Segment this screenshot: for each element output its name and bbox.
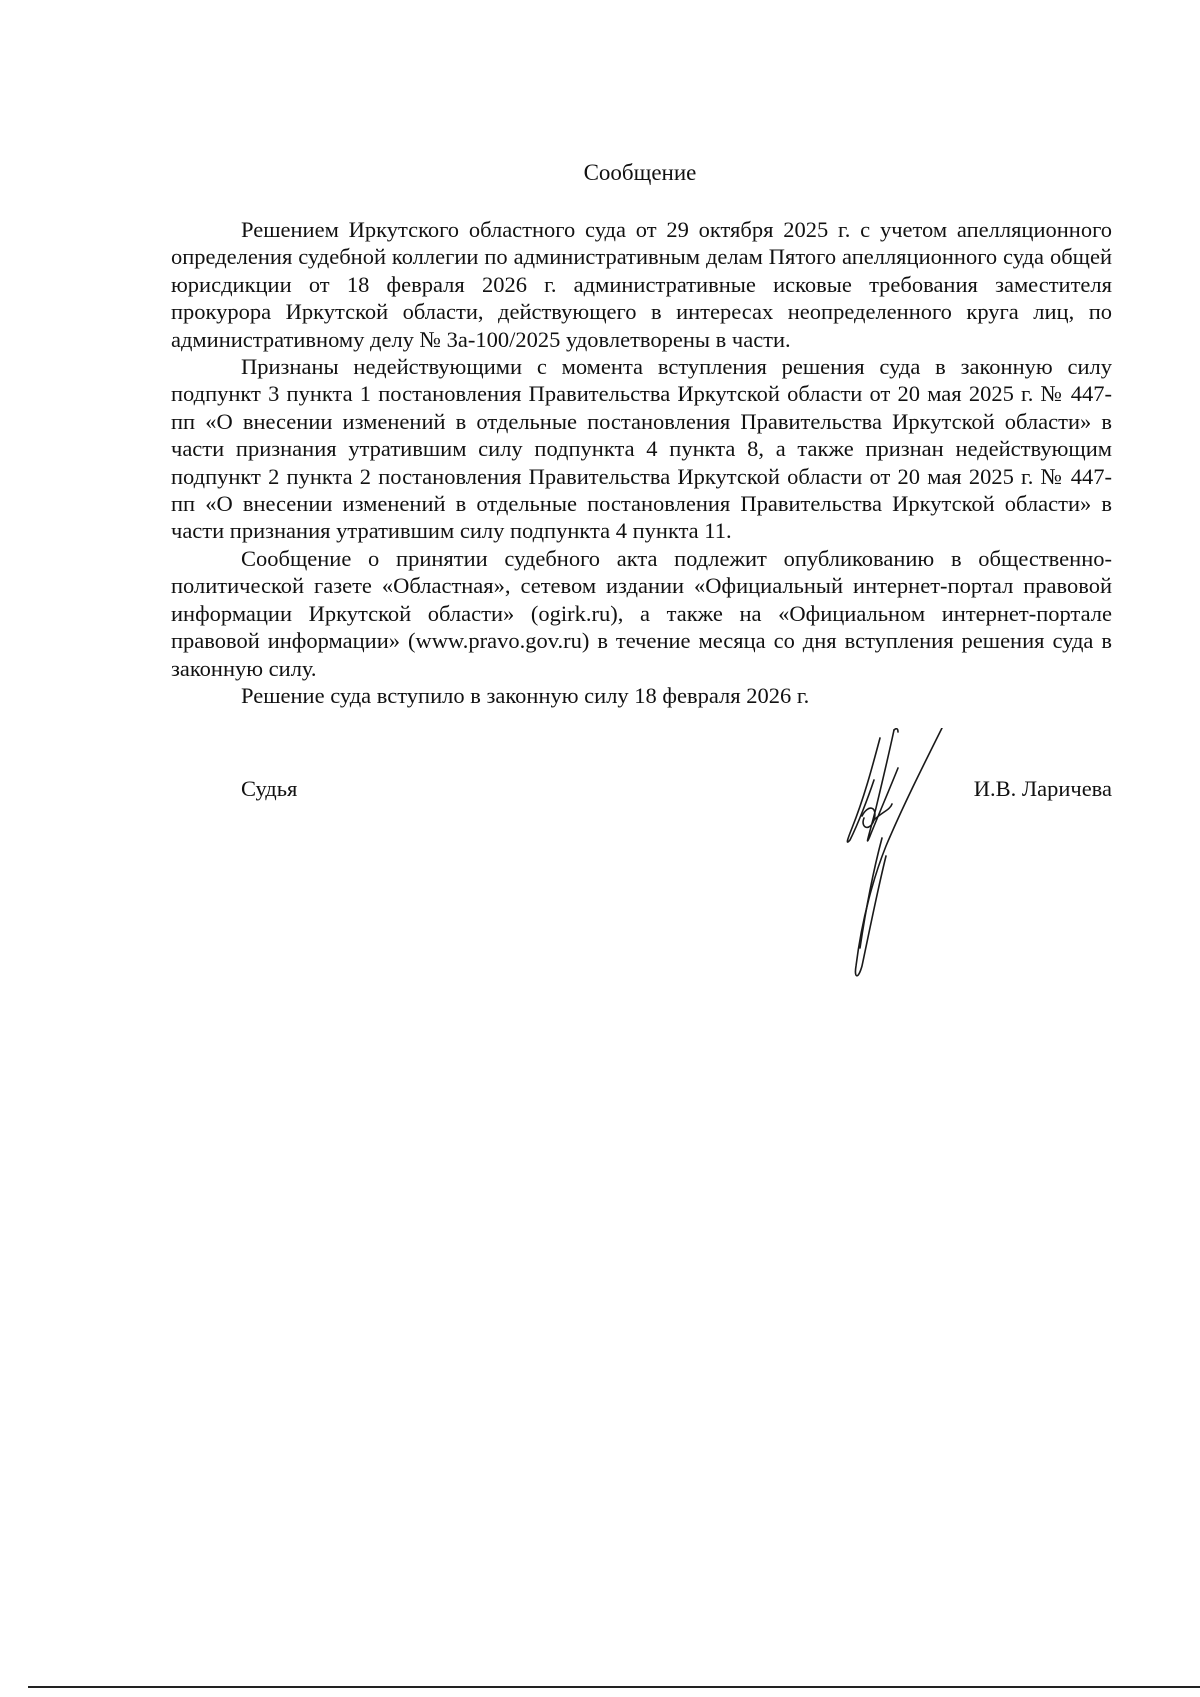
paragraph-invalidated-provisions: Признаны недействующими с момента вступления решения суда в законную силу подпункт 3 пункта 1 постановления Правительства Иркутской области от 20 мая 2025 г. № 447-пп «О внесении изменений в отдельные постановления Правительства Иркутской области» в части признания утратившим силу подпункта 4 пункта 8, а также признан недействующим подпункт 2 пункта 2 постановления Правительства Иркутской области от 20 мая 2025 г. № 447-пп «О внесении изменений в отдельные постановления Правительства Иркутской области» в части признания утратившим силу подпункта 4 пункта 11.	[171, 354, 1112, 544]
judge-name: И.В. Ларичева	[973, 776, 1112, 801]
judge-role-label: Судья	[241, 776, 298, 801]
handwritten-signature	[812, 728, 962, 983]
footer-rule	[28, 1686, 1200, 1688]
paragraph-publication: Сообщение о принятии судебного акта подлежит опубликованию в общественно-политической газете «Областная», сетевом издании «Официальный интернет-портал правовой информации Иркутской области» (ogirk.ru), а также на «Официальном интернет-портале правовой информации» (www.pravo.gov.ru) в течение месяца со дня вступления решения суда в законную силу.	[171, 545, 1112, 681]
document-body	[171, 216, 1112, 709]
document-title: Сообщение	[583, 160, 697, 185]
paragraph-decision: Решением Иркутского областного суда от 29 октября 2025 г. с учетом апелляционного определения судебной коллегии по административным делам Пятого апелляционного суда общей юрисдикции от 18 февраля 2026 г. административные исковые требования заместителя прокурора Иркутской области, действующего в интересах неопределенного круга лиц, по административному делу № 3а-100/2025 удовлетворены в части.	[171, 217, 1112, 352]
paragraph-effective-date: Решение суда вступило в законную силу 18 февраля 2026 г.	[241, 682, 810, 708]
